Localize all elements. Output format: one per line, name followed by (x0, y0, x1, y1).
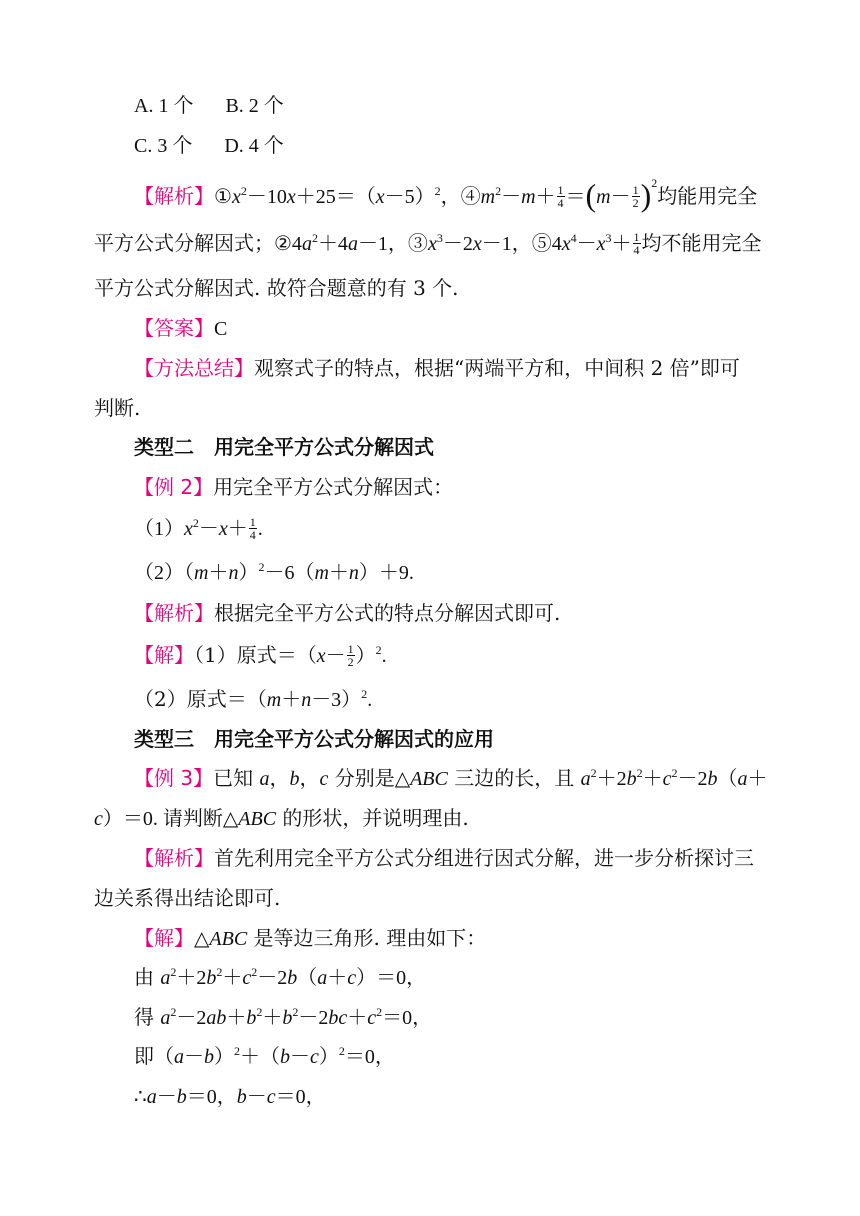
option-b: B. 2 个 (225, 95, 284, 117)
example2-prompt (134, 472, 453, 502)
summary-text-1: 观察式子的特点，根据“两端平方和，中间积 2 倍”即可 (254, 356, 740, 380)
example3-analysis-text-1: 首先利用完全平方公式分组进行因式分解，进一步分析探讨三 (214, 846, 754, 870)
type2-heading: 类型二 用完全平方公式分解因式 (134, 435, 434, 459)
example3-analysis-tag: 【解析】 (134, 846, 214, 870)
solution1-prefix: （1）原式＝ (194, 643, 297, 667)
analysis-text-1: 均能用完全 (657, 184, 758, 208)
analysis-line-2: 平方公式分解因式；$②4a^2+4a-1$，$③x^3-2x-1$，$⑤4x^4-x^3+$ $\frac{1}{4}$ 均不能用完全 (94, 229, 762, 257)
example3-solution-tag: 【解】 (134, 926, 194, 950)
example3-text-c: 三边的长，且 (454, 766, 575, 790)
example2-item-1: $(1)x^2-x+$ $\frac{1}{4}$ . (134, 514, 263, 542)
example2-analysis-text: 根据完全平方公式的特点分解因式即可. (214, 601, 561, 625)
summary-line-1 (134, 353, 740, 383)
step1-prefix: 由 (134, 965, 154, 989)
example3-prompt-line-2: c）＝0. 请判断△ABC 的形状，并说明理由. (94, 806, 469, 830)
example3-analysis-line-1 (134, 843, 754, 873)
option-d: D. 4 个 (224, 135, 284, 157)
option-c: C. 3 个 (134, 135, 193, 157)
example3-prompt-line-1: 【例 3】已知 a，b，c 分别是△ABC 三边的长，且 $a^2+2b^2+c^2-2b(a+$ (134, 766, 768, 790)
example3-text-b: 分别是△ (334, 766, 411, 790)
analysis-text-2b: 均不能用完全 (641, 231, 762, 255)
example3-step-2: 得 $a^2-2ab+b^2+b^2-2bc+c^2=0$， (134, 1005, 433, 1029)
type3-heading: 类型三 用完全平方公式分解因式的应用 (134, 727, 494, 751)
step3-prefix: 即 (134, 1044, 154, 1068)
example2-text: 用完全平方公式分解因式： (213, 475, 454, 499)
example3-solution-head: 【解】△ABC 是等边三角形. 理由如下： (134, 926, 487, 950)
answer-line (134, 313, 227, 344)
analysis-tag: 【解析】 (134, 184, 214, 208)
example2-analysis (134, 598, 560, 628)
summary-line-2: 判断. (94, 396, 141, 420)
example2-solution-2: （2）原式$=(m+n-3)^2$. (134, 687, 373, 711)
solution2-prefix: （2）原式＝ (134, 687, 247, 711)
example2-solution-1: 【解】（1）原式＝（x－ $\frac{1}{2}$ ）$^2$. (134, 641, 387, 669)
summary-tag: 【方法总结】 (134, 356, 254, 380)
example3-analysis-line-2: 边关系得出结论即可. (94, 886, 281, 910)
step2-prefix: 得 (134, 1005, 154, 1029)
example3-step-1: 由 $a^2+2b^2+c^2-2b(a+c)=0$， (134, 965, 427, 989)
example3-step-4: ∴a－b＝0，b－c＝0， (134, 1086, 326, 1108)
example3-tag: 【例 3】 (134, 766, 214, 790)
analysis-line-1: 【解析】$①x^2-10x+25=(x-5)^2$，$④m^2-m+$ $\frac{1}{4}$ ＝(m－ $\frac{1}{2}$ )$^2$均能用完全 (134, 176, 758, 214)
example2-analysis-tag: 【解析】 (134, 601, 214, 625)
option-row-2 (134, 131, 284, 161)
example2-item-2: $(2)(m+n)^2-6(m+n)+9$. (134, 560, 414, 584)
option-a: A. 1 个 (134, 95, 194, 117)
example2-solution-tag: 【解】 (134, 643, 194, 667)
analysis-line-3: 平方公式分解因式. 故符合题意的有 3 个. (94, 276, 459, 300)
example3-text-a: 已知 (213, 766, 254, 790)
answer-value: C (214, 318, 228, 340)
analysis-text-2a: 平方公式分解因式； (94, 231, 274, 255)
answer-tag: 【答案】 (134, 316, 214, 340)
option-row-1 (134, 91, 284, 121)
example2-tag: 【例 2】 (134, 475, 214, 499)
example3-step-3: 即$(a-b)^2+(b-c)^2=0$， (134, 1044, 395, 1068)
